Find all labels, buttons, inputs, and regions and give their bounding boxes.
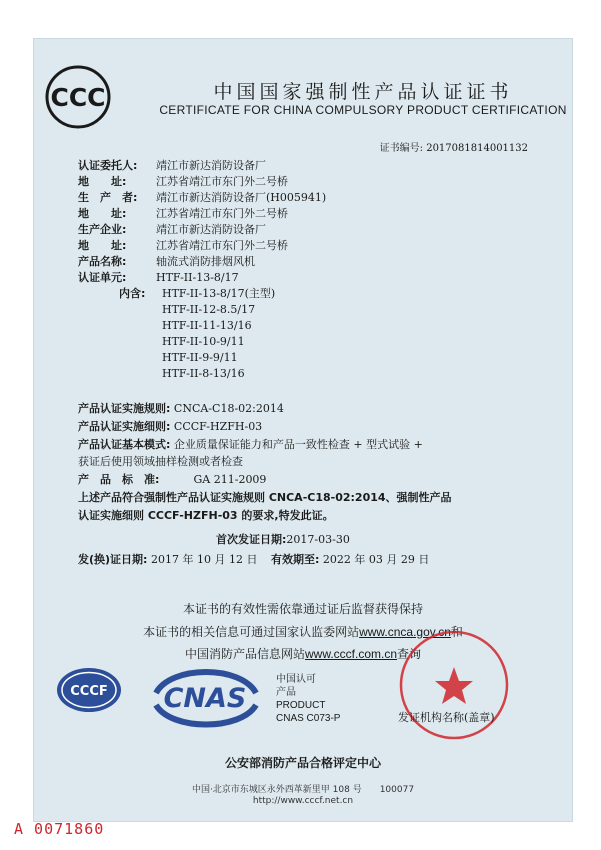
field-basic-mode-line2: 获证后使用领域抽样检测或者检查 — [78, 455, 243, 468]
field-manufacturer: 生 产 者: 靖江市新达消防设备厂(H005941) — [78, 191, 327, 204]
notice-line2: 本证书的相关信息可通过国家认监委网站www.cnca.gov.cn和 — [143, 625, 463, 639]
notice-line1: 本证书的有效性需依靠通过证后监督获得保持 — [182, 602, 423, 616]
field-address: 地 址: 江苏省靖江市东门外二号桥 — [78, 207, 288, 220]
svg-text:CNAS: CNAS — [163, 683, 247, 714]
issue-date: 发(换)证日期: 2017 年 10 月 12 日 有效期至: 2022 年 03 月 29 日 — [78, 553, 430, 566]
contains-item: HTF-II-12-8.5/17 — [162, 303, 256, 316]
field-contains: 内含: HTF-II-13-8/17(主型) — [119, 287, 276, 300]
conformity-line2: 认证实施细则 CCCF-HZFH-03 的要求,特发此证。 — [78, 509, 334, 522]
field-applicant: 认证委托人: 靖江市新达消防设备厂 — [78, 159, 266, 172]
svg-text:CCC: CCC — [50, 83, 106, 112]
contains-item: HTF-II-8-13/16 — [162, 367, 245, 380]
title-en: CERTIFICATE FOR CHINA COMPULSORY PRODUCT CERTIFICATION — [159, 103, 567, 117]
cccf-logo-icon — [56, 667, 122, 713]
footer-url: http://www.cccf.net.cn — [252, 796, 354, 806]
cccf-link[interactable]: www.cccf.com.cn — [304, 647, 397, 661]
field-standard: 产 品 标 准: GA 211-2009 — [78, 473, 267, 486]
field-product-name: 产品名称: 轴流式消防排烟风机 — [78, 255, 255, 268]
field-address: 地 址: 江苏省靖江市东门外二号桥 — [78, 175, 288, 188]
title-cn: 中国国家强制性产品认证证书 — [213, 81, 513, 103]
contains-item: HTF-II-11-13/16 — [162, 319, 252, 332]
cnas-logo-icon — [146, 663, 264, 733]
field-details: 产品认证实施细则: CCCF-HZFH-03 — [78, 420, 263, 433]
field-cert-unit: 认证单元: HTF-II-13-8/17 — [78, 271, 239, 284]
field-address: 地 址: 江苏省靖江市东门外二号桥 — [78, 239, 288, 252]
issuer-name: 发证机构名称(盖章) — [398, 711, 495, 724]
accreditation-text: 中国认可 产品 PRODUCT CNAS C073-P — [276, 674, 341, 724]
serial-number: A 0071860 — [14, 820, 105, 838]
conformity-line1: 上述产品符合强制性产品认证实施规则 CNCA-C18-02:2014、强制性产品 — [78, 491, 452, 504]
footer-org: 公安部消防产品合格评定中心 — [224, 756, 381, 770]
certificate-number: 证书编号: 2017081814001132 — [379, 143, 528, 154]
cnca-link[interactable]: www.cnca.gov.cn — [359, 625, 451, 639]
contains-item: HTF-II-9-9/11 — [162, 351, 238, 364]
svg-text:CCCF: CCCF — [70, 684, 108, 699]
certificate-sheet — [33, 38, 573, 822]
field-basic-mode: 产品认证基本模式: 企业质量保证能力和产品一致性检查 + 型式试验 + — [78, 438, 423, 451]
contains-item: HTF-II-10-9/11 — [162, 335, 245, 348]
first-issue-date: 首次发证日期:2017-03-30 — [216, 533, 350, 546]
footer-address: 中国·北京市东城区永外西革新里甲 108 号 100077 — [191, 785, 415, 795]
field-rules: 产品认证实施规则: CNCA-C18-02:2014 — [78, 402, 284, 415]
notice-line3: 中国消防产品信息网站www.cccf.com.cn查询 — [184, 647, 422, 661]
field-factory: 生产企业: 靖江市新达消防设备厂 — [78, 223, 266, 236]
